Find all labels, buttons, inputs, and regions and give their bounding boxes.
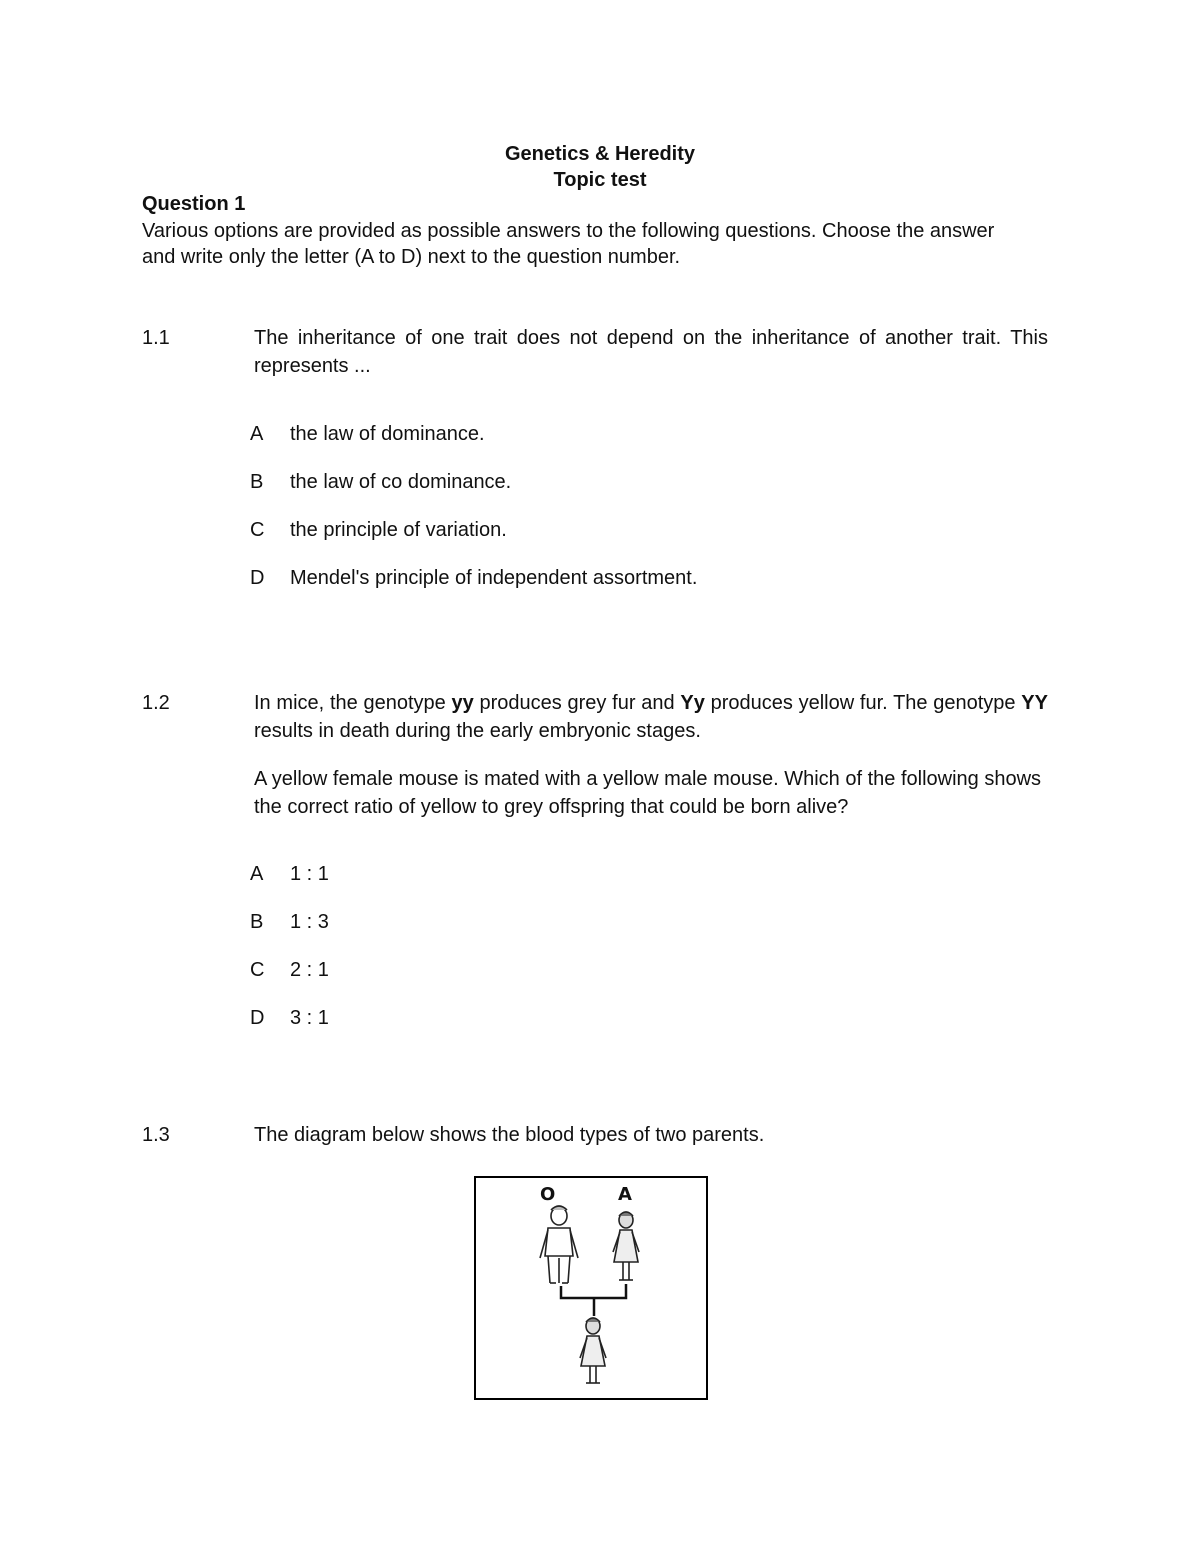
document-title: Genetics & Heredity — [504, 143, 696, 165]
pedigree-connector — [561, 1284, 626, 1316]
option-1-2-c — [250, 959, 329, 982]
option-text: 1 : 3 — [290, 911, 329, 933]
option-letter: C — [250, 959, 265, 981]
option-text: 2 : 1 — [290, 959, 329, 981]
genotype-Yy: Yy — [680, 692, 705, 714]
instructions: Various options are provided as possible answers to the following questions. Choose the answer and write only the letter (A to D) next to the question number. — [142, 220, 995, 268]
option-1-2-b — [250, 911, 329, 934]
stem-text: results in death during the early embryonic stages. — [254, 720, 701, 742]
option-text: Mendel's principle of independent assortment. — [290, 567, 698, 589]
option-1-1-d — [250, 567, 697, 590]
question-stem-1-2-part2: A yellow female mouse is mated with a yellow male mouse. Which of the following shows the correct ratio of yellow to grey offspring that could be born alive? — [254, 768, 1042, 818]
option-letter: C — [250, 519, 265, 541]
question-number-1-1: 1.1 — [142, 327, 170, 349]
stem-text: In mice, the genotype — [254, 692, 452, 714]
question-heading: Question 1 — [142, 193, 246, 215]
option-1-1-b — [250, 471, 511, 494]
stem-text: produces grey fur and — [473, 692, 681, 714]
option-letter: A — [250, 423, 264, 445]
pedigree-figures — [476, 1178, 706, 1398]
stem-text: produces yellow fur. The genotype — [704, 692, 1022, 714]
option-1-2-a — [250, 863, 329, 886]
option-text: the law of co dominance. — [290, 471, 512, 493]
option-text: 3 : 1 — [290, 1007, 329, 1029]
option-letter: A — [250, 863, 264, 885]
option-text: 1 : 1 — [290, 863, 329, 885]
question-number-1-2: 1.2 — [142, 692, 170, 714]
option-1-1-c — [250, 519, 507, 542]
genotype-YY: YY — [1021, 692, 1048, 714]
option-letter: B — [250, 471, 264, 493]
option-1-1-a — [250, 423, 485, 446]
question-stem-1-2 — [254, 689, 1048, 745]
question-number-1-3: 1.3 — [142, 1124, 170, 1146]
option-1-2-d — [250, 1007, 329, 1030]
question-stem-1-1: The inheritance of one trait does not depend on the inheritance of another trait. This represents ... — [254, 327, 1048, 377]
option-text: the law of dominance. — [290, 423, 485, 445]
document-subtitle: Topic test — [553, 169, 647, 191]
option-letter: D — [250, 1007, 265, 1029]
option-letter: D — [250, 567, 265, 589]
mother-blood-type-label: A — [618, 1184, 632, 1205]
genotype-yy: yy — [451, 692, 474, 714]
mother-figure-icon — [613, 1212, 639, 1280]
child-figure-icon — [580, 1318, 606, 1383]
father-blood-type-label: O — [540, 1184, 556, 1205]
father-figure-icon — [540, 1206, 578, 1283]
blood-type-diagram — [474, 1176, 708, 1400]
option-text: the principle of variation. — [290, 519, 507, 541]
question-stem-1-3: The diagram below shows the blood types of two parents. — [254, 1124, 765, 1146]
option-letter: B — [250, 911, 264, 933]
